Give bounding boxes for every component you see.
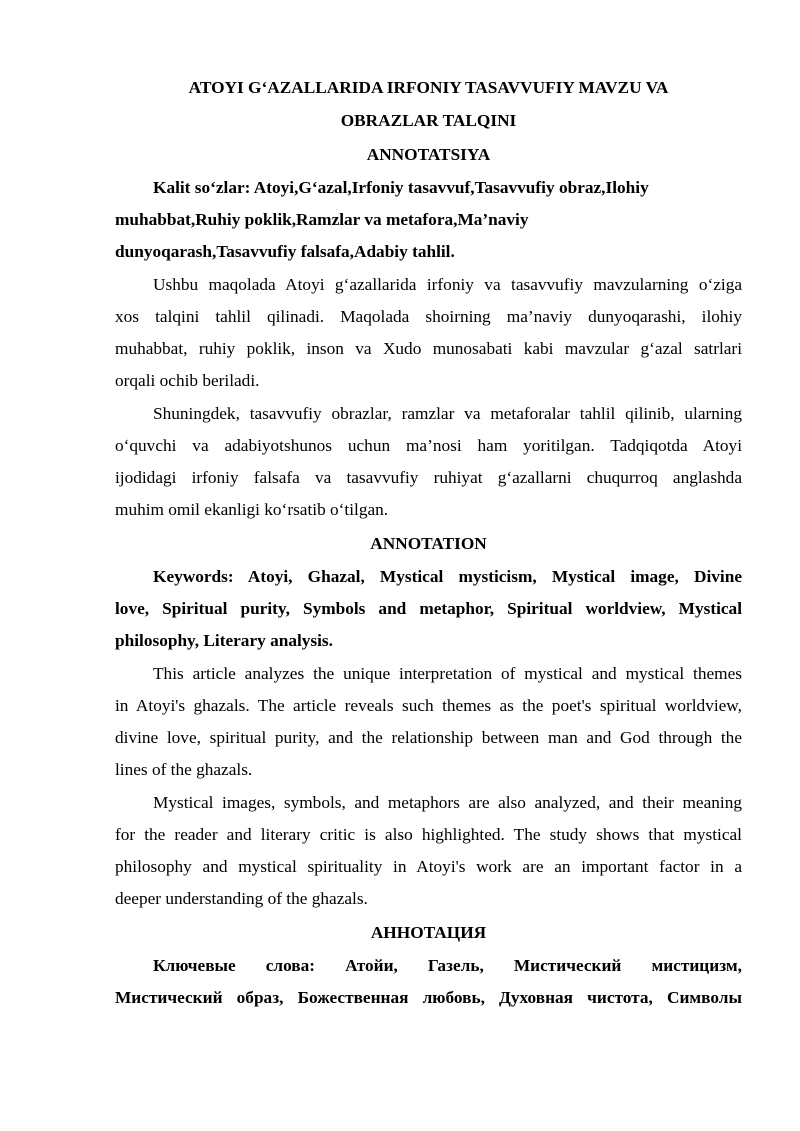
title-line-2: OBRAZLAR TALQINI xyxy=(340,111,517,130)
uz-para2-line-4: muhim omil ekanligi ko‘rsatib o‘tilgan. xyxy=(115,500,389,519)
uz-para1-line-2: xos talqini tahlil qilinadi. Maqolada shoirning ma’naviy dunyoqarashi, ilohiy xyxy=(115,307,742,326)
ru-keywords-line-1: Ключевые слова: Атойи, Газель, Мистический мистицизм, xyxy=(153,956,742,975)
uz-para2-line-1: Shuningdek, tasavvufiy obrazlar, ramzlar va metaforalar tahlil qilinib, ularning xyxy=(153,404,742,423)
en-para2-line-3: philosophy and mystical spirituality in Atoyi's work are an important factor in a xyxy=(115,857,742,876)
uz-keywords-line-1: Kalit so‘zlar: Atoyi,G‘azal,Irfoniy tasavvuf,Tasavvufiy obraz,Ilohiy xyxy=(153,178,649,197)
en-para2-line-4: deeper understanding of the ghazals. xyxy=(115,889,368,908)
ru-keywords-line-2: Мистический образ, Божественная любовь, Духовная чистота, Символы xyxy=(115,988,742,1007)
en-para1-line-1: This article analyzes the unique interpretation of mystical and mystical themes xyxy=(153,664,742,683)
uz-para1-line-1: Ushbu maqolada Atoyi g‘azallarida irfoniy va tasavvufiy mavzularning o‘ziga xyxy=(153,275,742,294)
en-para1-line-3: divine love, spiritual purity, and the relationship between man and God through the xyxy=(115,728,742,747)
en-para2-line-1: Mystical images, symbols, and metaphors are also analyzed, and their meaning xyxy=(153,793,742,812)
en-para1-line-4: lines of the ghazals. xyxy=(115,760,253,779)
uz-keywords-line-2: muhabbat,Ruhiy poklik,Ramzlar va metafora,Ma’naviy xyxy=(115,210,529,229)
uz-para1-line-3: muhabbat, ruhiy poklik, inson va Xudo munosabati kabi mavzular g‘azal satrlari xyxy=(115,339,742,358)
uz-para1-line-4: orqali ochib beriladi. xyxy=(115,371,260,390)
en-keywords-line-2: love, Spiritual purity, Symbols and metaphor, Spiritual worldview, Mystical xyxy=(115,599,742,618)
uz-keywords-line-3: dunyoqarash,Tasavvufiy falsafa,Adabiy tahlil. xyxy=(115,242,455,261)
en-para1-line-2: in Atoyi's ghazals. The article reveals such themes as the poet's spiritual worldview, xyxy=(115,696,742,715)
title-line-1: ATOYI G‘AZALLARIDA IRFONIY TASAVVUFIY MAVZU VA xyxy=(188,78,669,97)
ru-annotation-heading: АННОТАЦИЯ xyxy=(370,923,487,942)
uz-para2-line-3: ijodidagi irfoniy falsafa va tasavvufiy ruhiyat g‘azallarni chuqurroq anglashda xyxy=(115,468,742,487)
en-annotation-heading: ANNOTATION xyxy=(370,534,487,553)
en-keywords-line-1: Keywords: Atoyi, Ghazal, Mystical mysticism, Mystical image, Divine xyxy=(153,567,742,586)
uz-para2-line-2: o‘quvchi va adabiyotshunos uchun ma’nosi ham yoritilgan. Tadqiqotda Atoyi xyxy=(115,436,742,455)
en-para2-line-2: for the reader and literary critic is also highlighted. The study shows that mystical xyxy=(115,825,742,844)
uz-annotation-heading: ANNOTATSIYA xyxy=(366,145,491,164)
en-keywords-line-3: philosophy, Literary analysis. xyxy=(115,631,333,650)
